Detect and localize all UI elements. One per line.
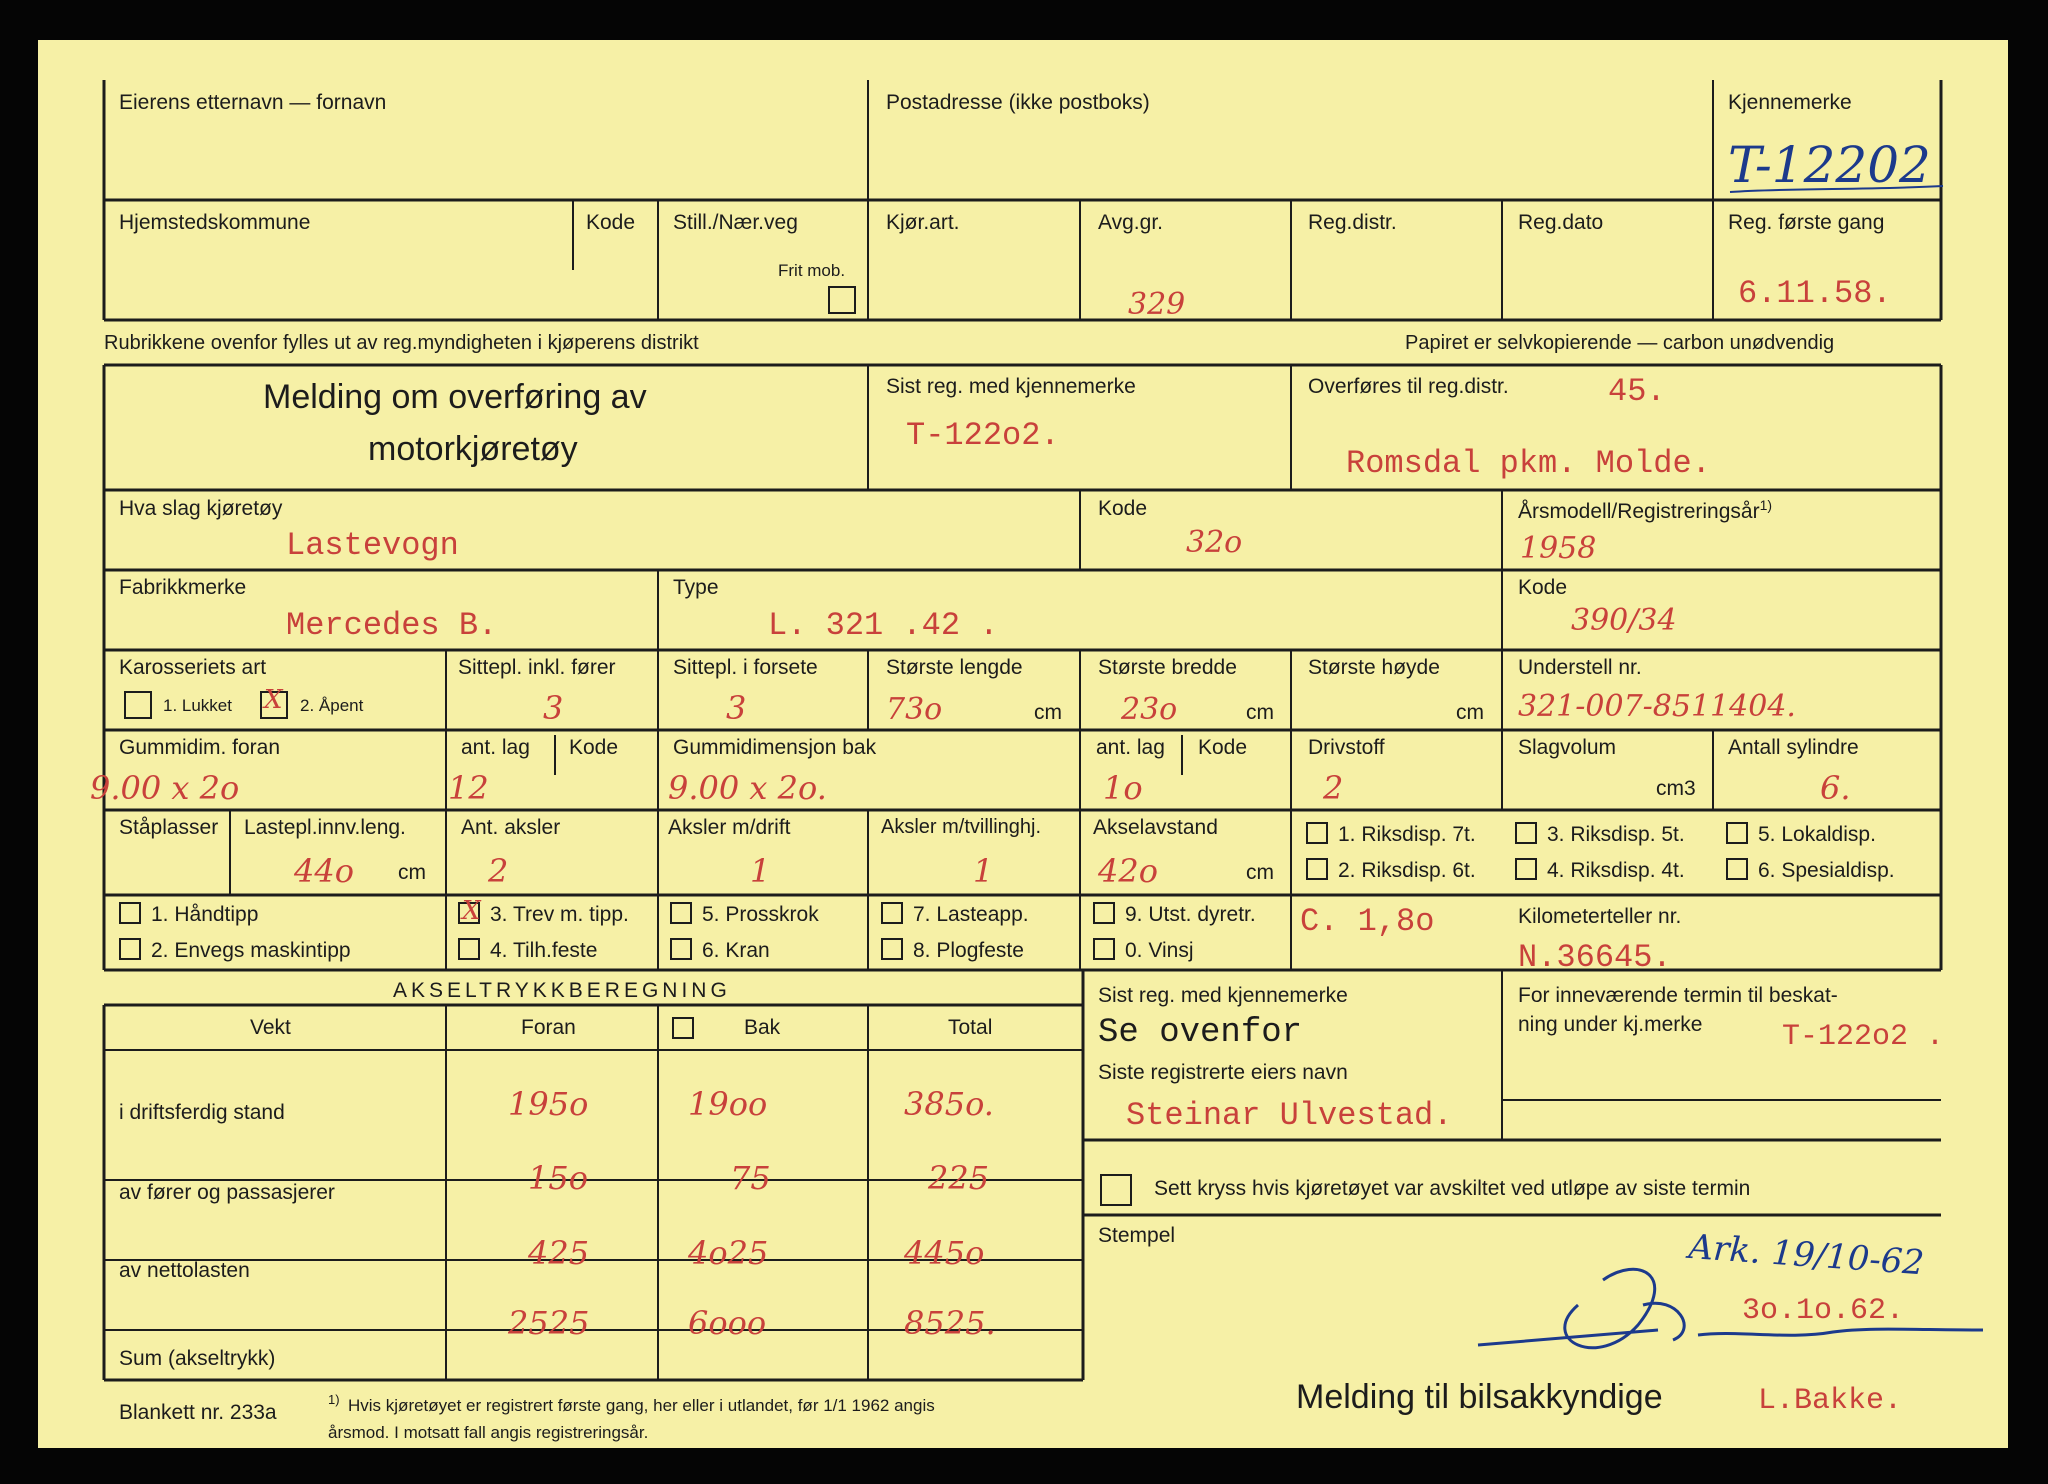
type-code-value: 390/34 [1571, 603, 1677, 638]
last-reg-label: Sist reg. med kjennemerke [886, 375, 1136, 398]
row3-total: 445o [904, 1234, 985, 1272]
disp3-label: 3. Riksdisp. 5t. [1547, 823, 1685, 846]
rear-ply-value: 1o [1103, 769, 1143, 807]
disp4-label: 4. Riksdisp. 4t. [1547, 859, 1685, 882]
rp-last-reg-label: Sist reg. med kjennemerke [1098, 984, 1348, 1007]
equip3-mark: X [462, 896, 481, 926]
col-front: Foran [521, 1016, 576, 1039]
row2-total: 225 [928, 1159, 990, 1197]
open-body-mark: X [264, 685, 283, 715]
width-label: Største bredde [1098, 656, 1237, 679]
equip9-checkbox[interactable] [1093, 902, 1115, 924]
front-tyre-label: Gummidim. foran [119, 736, 281, 759]
fuel-label: Drivstoff [1308, 736, 1385, 759]
type-code-label: Kode [1518, 576, 1568, 599]
cylinders-value: 6. [1820, 769, 1851, 807]
code-label: Kode [586, 211, 636, 234]
make-value: Mercedes B. [286, 607, 498, 644]
kind-label: Hva slag kjøretøy [119, 497, 283, 520]
equip3-label: 3. Trev m. tipp. [490, 903, 629, 926]
front-ply-label: ant. lag [461, 736, 530, 759]
make-label: Fabrikkmerke [119, 576, 247, 599]
disp1-checkbox[interactable] [1306, 822, 1328, 844]
deplated-checkbox[interactable] [1100, 1174, 1132, 1206]
rear-code-label: Kode [1198, 736, 1248, 759]
disp3-checkbox[interactable] [1515, 822, 1537, 844]
col-rear: Bak [744, 1016, 781, 1039]
equip8-label: 8. Plogfeste [913, 939, 1024, 962]
stamp-label: Stempel [1098, 1224, 1176, 1247]
disp2-label: 2. Riksdisp. 6t. [1338, 859, 1476, 882]
deplated-label: Sett kryss hvis kjøretøyet var avskiltet ved utløpe av siste termin [1154, 1177, 1751, 1200]
reg-district-label: Reg.distr. [1308, 211, 1397, 234]
axle-load-title: AKSELTRYKKBEREGNING [393, 979, 731, 1002]
length-value: 73o [886, 692, 943, 727]
municipality-label: Hjemstedskommune [119, 211, 311, 234]
wheelbase-value: 42o [1098, 852, 1158, 890]
note-left: Rubrikkene ovenfor fylles ut av reg.myndigheten i kjøperens distrikt [104, 332, 699, 354]
footnote-line1: Hvis kjøretøyet er registrert første gang, her eller i utlandet, før 1/1 1962 angis [348, 1396, 935, 1415]
row2-rear: 75 [730, 1159, 771, 1197]
cylinders-label: Antall sylindre [1728, 736, 1859, 759]
equip7-checkbox[interactable] [881, 902, 903, 924]
kind-value: Lastevogn [286, 527, 459, 564]
last-owner-label: Siste registrerte eiers navn [1098, 1061, 1348, 1084]
reg-date-label: Reg.dato [1518, 211, 1604, 234]
extra-equipment-value: C. 1,8o [1300, 903, 1435, 940]
report-label: Melding til bilsakkyndige [1296, 1378, 1663, 1416]
kind-code-label: Kode [1098, 497, 1148, 520]
row4-rear: 6ooo [688, 1304, 767, 1342]
rear-ply-label: ant. lag [1096, 736, 1165, 759]
free-mob-label: Frit mob. [778, 261, 846, 280]
equip1-checkbox[interactable] [119, 902, 141, 924]
fee-group-label: Avg.gr. [1098, 211, 1163, 234]
note-right: Papiret er selvkopierende — carbon unødvendig [1405, 332, 1835, 354]
row4-front: 2525 [508, 1304, 590, 1342]
term-value: T-122o2 . [1782, 1020, 1945, 1054]
equip0-checkbox[interactable] [1093, 938, 1115, 960]
body-label: Karosseriets art [119, 656, 267, 679]
archive-annotation: Ark. 19/10-62 [1687, 1227, 1926, 1284]
width-unit: cm [1246, 701, 1274, 724]
row2-front: 15o [528, 1159, 588, 1197]
chassis-label: Understell nr. [1518, 656, 1642, 679]
front-ply-value: 12 [448, 769, 489, 807]
length-unit: cm [1034, 701, 1062, 724]
cargo-length-value: 44o [294, 852, 354, 890]
registration-card [38, 40, 2008, 1448]
plate-value: T-12202 [1728, 136, 1931, 194]
driving-type-label: Kjør.art. [886, 211, 960, 234]
front-code-label: Kode [569, 736, 619, 759]
wheelbase-unit: cm [1246, 861, 1274, 884]
drive-axles-label: Aksler m/drift [668, 816, 791, 839]
equip2-checkbox[interactable] [119, 938, 141, 960]
equip5-checkbox[interactable] [670, 902, 692, 924]
col-weight: Vekt [250, 1016, 291, 1039]
closed-body-checkbox[interactable] [124, 691, 152, 719]
term-label-2: ning under kj.merke [1518, 1013, 1703, 1036]
footnote-marker: 1) [328, 1392, 340, 1407]
postal-label: Postadresse (ikke postboks) [886, 91, 1150, 114]
displacement-unit: cm3 [1656, 777, 1696, 800]
wheelbase-label: Akselavstand [1093, 816, 1218, 839]
to-district-name: Romsdal pkm. Molde. [1346, 445, 1711, 482]
twin-axles-label: Aksler m/tvillinghj. [881, 816, 1042, 838]
front-tyre-value: 9.00 x 2o [90, 769, 240, 807]
open-body-label: 2. Åpent [300, 696, 364, 715]
row1-label: i driftsferdig stand [119, 1101, 285, 1124]
to-district-label: Overføres til reg.distr. [1308, 375, 1509, 398]
axles-label: Ant. aksler [461, 816, 561, 839]
drive-axles-value: 1 [750, 852, 771, 890]
equip4-label: 4. Tilh.feste [490, 939, 598, 962]
equip6-checkbox[interactable] [670, 938, 692, 960]
form-title-line2: motorkjøretøy [368, 430, 578, 468]
free-mob-checkbox[interactable] [828, 286, 856, 314]
fuel-value: 2 [1323, 769, 1344, 807]
row3-front: 425 [528, 1234, 590, 1272]
type-label: Type [673, 576, 719, 599]
disp2-checkbox[interactable] [1306, 858, 1328, 880]
equip5-label: 5. Prosskrok [702, 903, 819, 926]
rear-tyre-label: Gummidimensjon bak [673, 736, 877, 759]
first-reg-value: 6.11.58. [1738, 275, 1892, 312]
row1-total: 385o. [904, 1085, 994, 1123]
equip0-label: 0. Vinsj [1125, 939, 1194, 962]
closed-body-label: 1. Lukket [163, 696, 232, 715]
front-seats-label: Sittepl. i forsete [673, 656, 818, 679]
model-year-value: 1958 [1520, 531, 1597, 566]
equip9-label: 9. Utst. dyretr. [1125, 903, 1256, 926]
form-title-line1: Melding om overføring av [263, 378, 647, 416]
axles-value: 2 [488, 852, 509, 890]
model-year-footnote: 1) [1759, 497, 1773, 513]
report-signed: L.Bakke. [1758, 1384, 1903, 1418]
width-value: 23o [1121, 692, 1178, 727]
footnote-line2: årsmod. I motsatt fall angis registreringsår. [328, 1423, 649, 1442]
kind-code-value: 32o [1186, 525, 1243, 560]
equip1-label: 1. Håndtipp [151, 903, 259, 926]
col-total: Total [948, 1016, 993, 1039]
equip4-checkbox[interactable] [458, 938, 480, 960]
last-owner-value: Steinar Ulvestad. [1126, 1097, 1453, 1134]
standing-label: Ståplasser [119, 816, 219, 839]
rear-checkbox[interactable] [672, 1017, 694, 1039]
odometer-label: Kilometerteller nr. [1518, 905, 1682, 928]
to-district-value: 45. [1608, 373, 1666, 410]
equip2-label: 2. Envegs maskintipp [151, 939, 351, 962]
cargo-length-unit: cm [398, 861, 426, 884]
row3-label: av nettolasten [119, 1259, 250, 1282]
disp6-label: 6. Spesialdisp. [1758, 859, 1895, 882]
disp4-checkbox[interactable] [1515, 858, 1537, 880]
cargo-length-label: Lastepl.innv.leng. [244, 816, 406, 839]
disp6-checkbox[interactable] [1726, 858, 1748, 880]
first-reg-label: Reg. første gang [1728, 211, 1885, 234]
row2-label: av fører og passasjerer [119, 1181, 335, 1204]
open-body-checkbox[interactable] [260, 685, 288, 719]
disp5-label: 5. Lokaldisp. [1758, 823, 1876, 846]
twin-axles-value: 1 [973, 852, 994, 890]
equip7-label: 7. Lasteapp. [913, 903, 1029, 926]
type-value: L. 321 .42 . [768, 607, 999, 644]
owner-label: Eierens etternavn — fornavn [119, 91, 387, 114]
seats-label: Sittepl. inkl. fører [458, 656, 616, 679]
plate-label: Kjennemerke [1728, 91, 1852, 114]
row3-rear: 4o25 [688, 1234, 769, 1272]
odometer-value: N.36645. [1518, 939, 1672, 976]
height-label: Største høyde [1308, 656, 1440, 679]
length-label: Største lengde [886, 656, 1023, 679]
equip8-checkbox[interactable] [881, 938, 903, 960]
displacement-label: Slagvolum [1518, 736, 1617, 759]
equip3-checkbox[interactable] [458, 896, 481, 926]
chassis-value: 321-007-8511404. [1518, 689, 1796, 724]
row4-label: Sum (akseltrykk) [119, 1347, 276, 1370]
stamp-date: 3o.1o.62. [1742, 1294, 1905, 1328]
disp1-label: 1. Riksdisp. 7t. [1338, 823, 1476, 846]
position-label: Still./Nær.veg [673, 211, 798, 234]
fee-group-value: 329 [1128, 287, 1186, 322]
row1-rear: 19oo [688, 1085, 768, 1123]
form-number: Blankett nr. 233a [119, 1401, 277, 1424]
front-seats-value: 3 [726, 689, 747, 727]
rp-last-reg-value: Se ovenfor [1098, 1014, 1303, 1052]
seats-value: 3 [543, 689, 564, 727]
row4-total: 8525. [904, 1304, 996, 1342]
last-reg-value: T-122o2. [906, 417, 1060, 454]
height-unit: cm [1456, 701, 1484, 724]
disp5-checkbox[interactable] [1726, 822, 1748, 844]
equip6-label: 6. Kran [702, 939, 770, 962]
rear-tyre-value: 9.00 x 2o. [668, 769, 827, 807]
model-year-label: Årsmodell/Registreringsår$^{1)}$ [1518, 497, 1773, 523]
row1-front: 195o [508, 1085, 589, 1123]
term-label-1: For inneværende termin til beskat- [1518, 984, 1838, 1007]
